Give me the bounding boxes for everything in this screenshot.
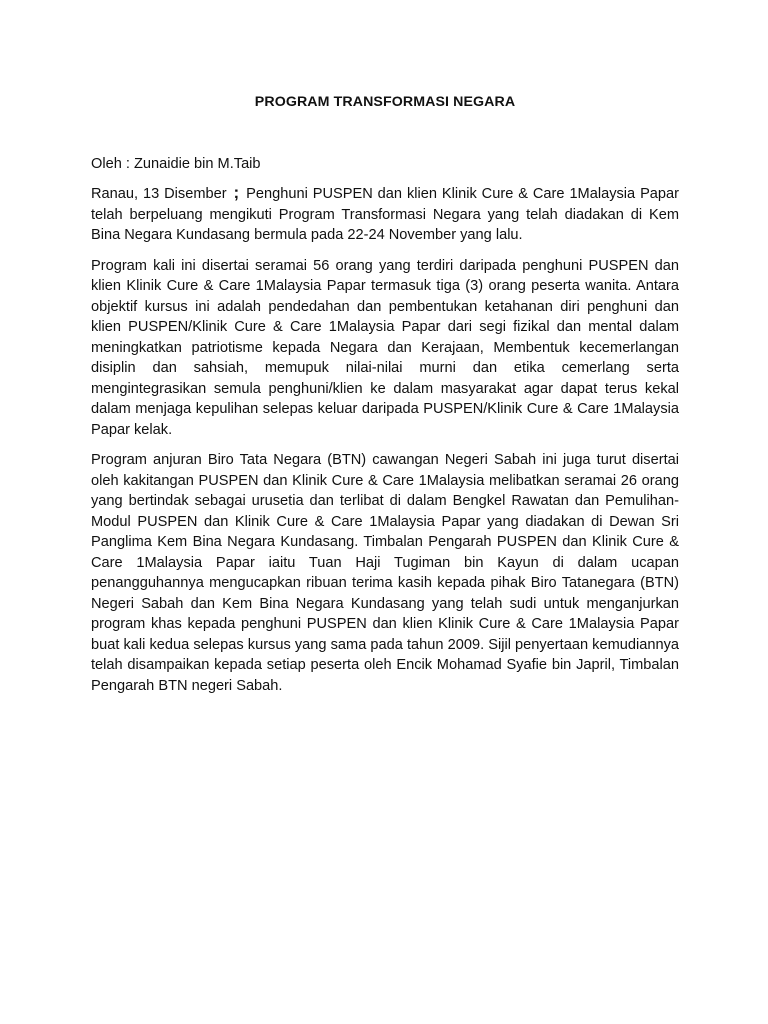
document-page: [91, 94, 679, 706]
dateline: Ranau, 13 Disember: [91, 186, 227, 202]
paragraph-1-text: Penghuni PUSPEN dan klien Klinik Cure & Care 1Malaysia Papar telah berpeluang mengikuti Program Transformasi Negara yang telah diadakan di Kem Bina Negara Kundasang bermula pada 22-24 November yang lalu.: [91, 186, 680, 243]
paragraph-2: Program kali ini disertai seramai 56 orang yang terdiri daripada penghuni PUSPEN dan klien Klinik Cure & Care 1Malaysia Papar termasuk tiga (3) orang peserta wanita. Antara objektif kursus ini adalah pendedahan dan pembentukan ketahanan diri penghuni dan klien PUSPEN/Klinik Cure & Care 1Malaysia Papar dari segi fizikal dan mental dalam meningkatkan patriotisme kepada Negara dan Kerajaan, Membentuk kecemerlangan disiplin dan sahsiah, memupuk nilai-nilai murni dan etika cemerlang serta mengintegrasikan semula penghuni/klien ke dalam masyarakat agar dapat terus kekal dalam menjaga kepulihan selepas keluar daripada PUSPEN/Klinik Cure & Care 1Malaysia Papar kelak.: [91, 257, 679, 438]
document-title: PROGRAM TRANSFORMASI NEGARA: [254, 94, 516, 110]
dateline-separator: ;: [233, 183, 240, 202]
paragraph-1: [91, 183, 679, 246]
author-byline: Oleh : Zunaidie bin M.Taib: [91, 156, 261, 172]
paragraph-3: Program anjuran Biro Tata Negara (BTN) cawangan Negeri Sabah ini juga turut disertai oleh kakitangan PUSPEN dan Klinik Cure & Care 1Malaysia melibatkan seramai 26 orang yang bertindak sebagai urusetia dan terlibat di dalam Bengkel Rawatan dan Pemulihan-Modul PUSPEN dan Klinik Cure & Care 1Malaysia Papar yang diadakan di Dewan Sri Panglima Kem Bina Negara Kundasang. Timbalan Pengarah PUSPEN dan Klinik Cure & Care 1Malaysia Papar iaitu Tuan Haji Tugiman bin Kayun di dalam ucapan penangguhannya mengucapkan ribuan terima kasih kepada pihak Biro Tatanegara (BTN) Negeri Sabah dan Kem Bina Negara Kundasang yang telah sudi untuk menganjurkan program khas kepada penghuni PUSPEN dan klien Klinik Cure & Care 1Malaysia Papar buat kali kedua selepas kursus yang sama pada tahun 2009. Sijil penyertaan kemudiannya telah disampaikan kepada setiap peserta oleh Encik Mohamad Syafie bin Japril, Timbalan Pengarah BTN negeri Sabah.: [91, 452, 679, 694]
